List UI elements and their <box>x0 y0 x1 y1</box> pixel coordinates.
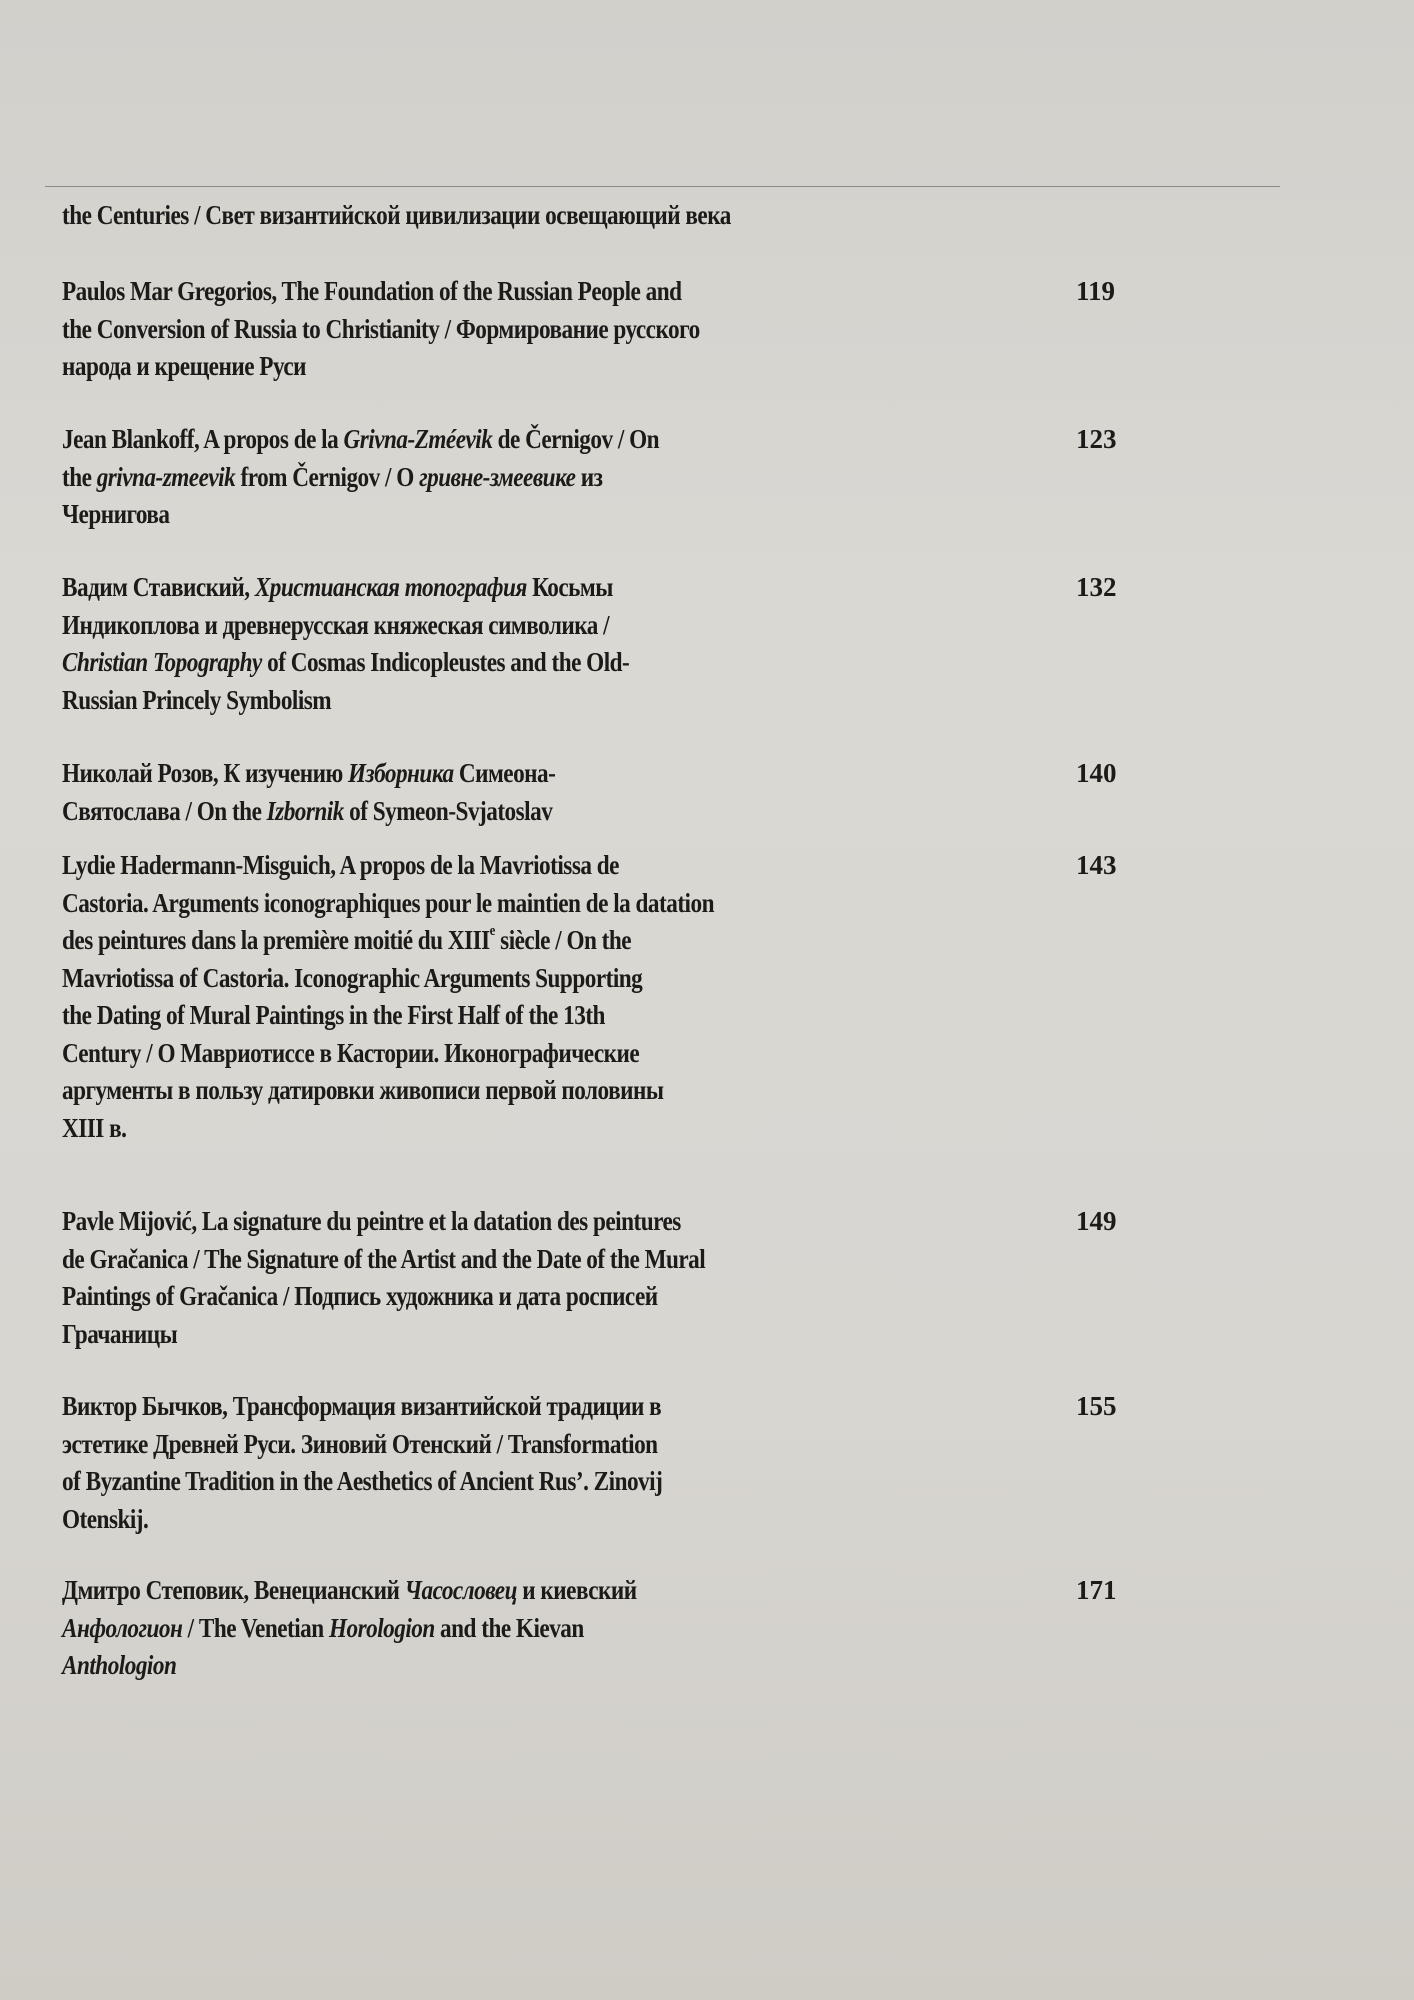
toc-entry-line <box>62 424 659 455</box>
entry-text: Николай Розов, К изучению <box>62 758 349 788</box>
entry-text: Святослава / On the <box>62 795 267 826</box>
page-number: 149 <box>1076 1206 1117 1236</box>
italic-title-text: Horologion <box>328 1612 435 1643</box>
toc-entry-line <box>62 610 609 641</box>
toc-entry-line <box>62 1075 663 1106</box>
header-rule <box>45 186 1280 187</box>
entry-text: Mavriotissa of Castoria. Iconographic Arguments Supporting <box>62 962 643 993</box>
toc-entry-line <box>62 499 170 530</box>
toc-entry-line <box>62 351 306 382</box>
entry-text: XIII в. <box>62 1112 127 1143</box>
entry-text: Pavle Mijović, La signature du peintre et la datation des peintures <box>62 1206 681 1236</box>
entry-text: эстетике Древней Руси. Зиновий Отенский / Transformation <box>62 1428 658 1459</box>
toc-entry-line <box>62 1575 637 1606</box>
page-number: 140 <box>1076 758 1117 788</box>
italic-title-text: Christian Topography <box>62 647 262 677</box>
entry-text: siècle / On the <box>494 925 632 955</box>
toc-entry-line <box>62 1281 658 1312</box>
entry-text: de Gračanica / The Signature of the Artist and the Date of the Mural <box>62 1243 706 1274</box>
toc-entry-line <box>62 758 555 789</box>
page-number: 123 <box>1076 424 1117 454</box>
continued-entry-line <box>62 200 731 231</box>
toc-entry-line <box>62 888 714 919</box>
entry-text: Paintings of Gračanica / Подпись художника и дата росписей <box>62 1281 658 1311</box>
toc-entry-line <box>62 276 682 307</box>
toc-entry-line <box>62 925 631 956</box>
italic-title-text: Часословец <box>404 1575 517 1605</box>
toc-entry-line <box>62 1613 584 1644</box>
entry-text: from Černigov / О <box>235 461 420 492</box>
entry-text: Otenskij. <box>62 1503 149 1534</box>
toc-entry-line <box>62 462 602 493</box>
entry-text: Paulos Mar Gregorios, The Foundation of the Russian People and <box>62 276 682 306</box>
entry-text: Вадим Ставиский, <box>62 572 255 602</box>
toc-entry-line <box>62 572 613 603</box>
italic-title-text: Изборника <box>348 758 454 788</box>
entry-text: Castoria. Arguments iconographiques pour le maintien de la datation <box>62 887 714 918</box>
toc-entry-line <box>62 1391 661 1422</box>
entry-text: Century / О Мавриотиссе в Кастории. Иконографические <box>62 1037 640 1068</box>
italic-title-text: grivna-zmeevik <box>96 461 236 492</box>
entry-text: the <box>62 461 97 492</box>
entry-text: Lydie Hadermann-Misguich, A propos de la Mavriotissa de <box>62 850 619 880</box>
entry-text: and the Kievan <box>434 1612 584 1643</box>
italic-title-text: Анфологион <box>62 1612 183 1643</box>
toc-entry-line <box>62 1650 176 1681</box>
entry-text: de Černigov / On <box>492 424 660 454</box>
page-number: 143 <box>1076 850 1117 880</box>
toc-entry-line <box>62 1206 681 1237</box>
entry-text: Russian Princely Symbolism <box>62 684 332 715</box>
toc-entry-line <box>62 1244 705 1275</box>
entry-text: des peintures dans la première moitié du XIII <box>62 925 490 955</box>
entry-text: the Dating of Mural Paintings in the First Half of the 13th <box>62 1000 605 1030</box>
toc-entry-line <box>62 1429 658 1460</box>
entry-text: народа и крещение Руси <box>62 351 306 381</box>
italic-title-text: Izbornik <box>266 795 344 826</box>
entry-text: Виктор Бычков, Трансформация византийской традиции в <box>62 1391 662 1421</box>
entry-text: of Byzantine Tradition in the Aesthetics of Ancient Rus’. Zinovij <box>62 1466 663 1496</box>
entry-text: Индикоплова и древнерусская княжеская символика / <box>62 609 610 640</box>
toc-entry-line <box>62 963 642 994</box>
toc-entry-line <box>62 314 700 345</box>
italic-title-text: гривне-змеевике <box>419 461 576 492</box>
page-number: 119 <box>1076 276 1116 306</box>
entry-text: из <box>575 461 603 492</box>
italic-title-text: Grivna-Zméevik <box>343 424 493 454</box>
entry-text: аргументы в пользу датировки живописи первой половины <box>62 1075 664 1105</box>
page-number: 155 <box>1076 1391 1117 1421</box>
entry-text: the Conversion of Russia to Christianity / Формирование русского <box>62 313 700 344</box>
entry-text: Дмитро Степовик, Венецианский <box>62 1575 405 1605</box>
toc-entry-line <box>62 796 552 827</box>
entry-text: / The Venetian <box>182 1612 329 1643</box>
toc-entry-line <box>62 850 619 881</box>
entry-text: the Centuries / Свет византийской цивилизации освещающий века <box>62 200 731 230</box>
italic-title-text: Христианская топография <box>254 572 527 602</box>
toc-entry-line <box>62 1113 126 1144</box>
italic-title-text: Anthologion <box>62 1650 177 1680</box>
page-number: 171 <box>1076 1575 1117 1605</box>
entry-text: Чернигова <box>62 499 170 529</box>
entry-text: Симеона- <box>453 758 556 788</box>
entry-text: и киевский <box>516 1575 637 1605</box>
toc-entry-line <box>62 1504 148 1535</box>
entry-text: of Cosmas Indicopleustes and the Old- <box>261 647 630 677</box>
entry-text: e <box>489 923 495 939</box>
entry-text: Косьмы <box>526 572 613 602</box>
toc-entry-line <box>62 685 331 716</box>
toc-entry-line <box>62 1000 605 1031</box>
entry-text: Грачаницы <box>62 1318 178 1349</box>
page-number: 132 <box>1076 572 1117 602</box>
toc-entry-line <box>62 1038 639 1069</box>
entry-text: of Symeon-Svjatoslav <box>343 795 553 826</box>
toc-entry-line <box>62 647 629 678</box>
toc-entry-line <box>62 1319 177 1350</box>
toc-entry-line <box>62 1466 662 1497</box>
entry-text: Jean Blankoff, A propos de la <box>62 424 344 454</box>
